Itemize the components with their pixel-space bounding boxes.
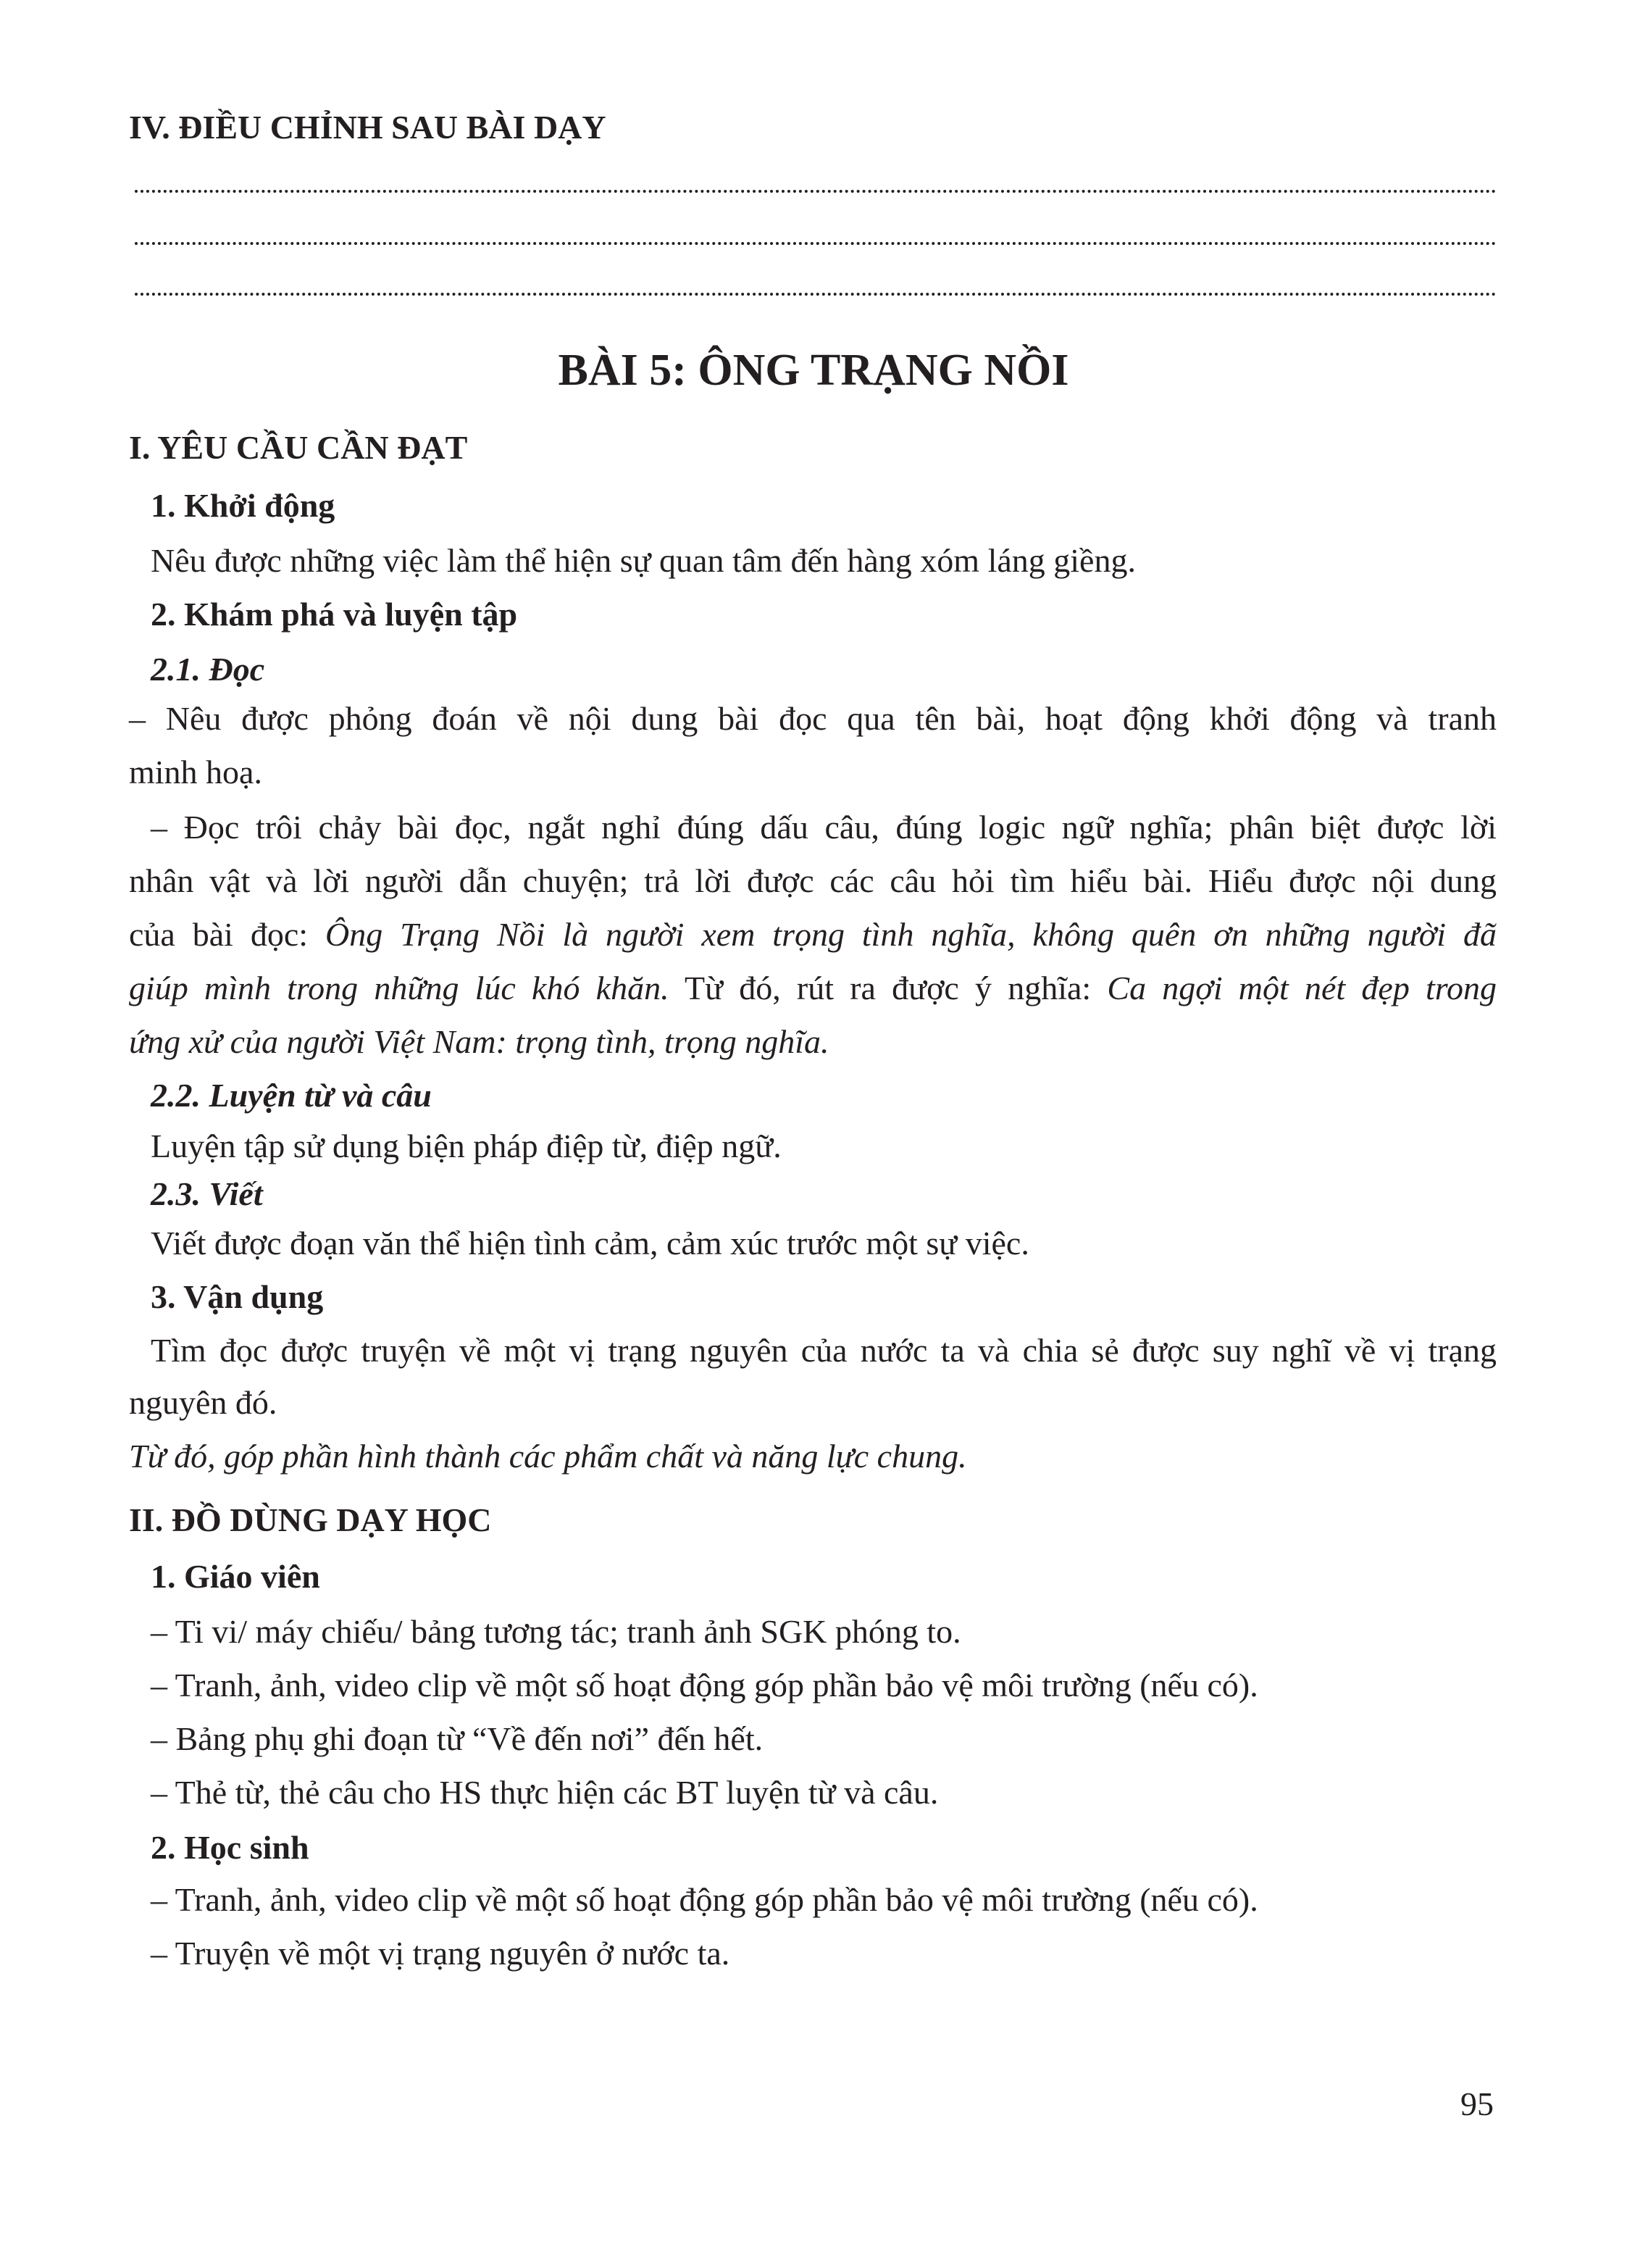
s21-p2-line1: – Đọc trôi chảy bài đọc, ngắt nghỉ đúng dấu câu, đúng logic ngữ nghĩa; phân biệt được lời <box>151 809 1497 846</box>
s3-title: 3. Vận dụng <box>151 1278 324 1315</box>
teacher-item-2: – Tranh, ảnh, video clip về một số hoạt động góp phần bảo vệ môi trường (nếu có). <box>151 1667 1258 1704</box>
dotted-line-2 <box>135 242 1497 245</box>
teacher-title: 1. Giáo viên <box>151 1558 320 1595</box>
s21-p2-line5: ứng xử của người Việt Nam: trọng tình, trọng nghĩa. <box>129 1023 829 1060</box>
s21-title: 2.1. Đọc <box>151 651 265 688</box>
section-i-heading: I. YÊU CẦU CẦN ĐẠT <box>129 429 468 466</box>
s23-text: Viết được đoạn văn thể hiện tình cảm, cảm xúc trước một sự việc. <box>151 1225 1029 1262</box>
s21-p2-line4-c: Ca ngợi một nét đẹp trong <box>1107 970 1497 1006</box>
s1-text: Nêu được những việc làm thể hiện sự quan tâm đến hàng xóm láng giềng. <box>151 542 1136 579</box>
s2-title: 2. Khám phá và luyện tập <box>151 596 518 633</box>
s21-p2-line3 <box>129 916 1497 954</box>
student-title: 2. Học sinh <box>151 1829 309 1866</box>
student-item-1: – Tranh, ảnh, video clip về một số hoạt động góp phần bảo vệ môi trường (nếu có). <box>151 1881 1258 1918</box>
s21-p2-line4-a: giúp mình trong những lúc khó khăn. <box>129 970 669 1006</box>
dotted-line-1 <box>135 190 1497 193</box>
s21-p2-line3-b: Ông Trạng Nồi là người xem trọng tình nghĩa, không quên ơn những người đã <box>325 916 1497 953</box>
dotted-line-3 <box>135 293 1497 296</box>
lesson-title: BÀI 5: ÔNG TRẠNG NỒI <box>558 346 1069 395</box>
student-item-2: – Truyện về một vị trạng nguyên ở nước ta. <box>151 1935 730 1972</box>
s21-p2-line4 <box>129 970 1497 1008</box>
page-number: 95 <box>1460 2085 1494 2122</box>
teacher-item-4: – Thẻ từ, thẻ câu cho HS thực hiện các BT luyện từ và câu. <box>151 1774 939 1811</box>
s21-p2-line4-b: Từ đó, rút ra được ý nghĩa: <box>669 970 1108 1006</box>
s3-line1: Tìm đọc được truyện về một vị trạng nguyên của nước ta và chia sẻ được suy nghĩ về vị trạng <box>151 1332 1497 1369</box>
s3-line2: nguyên đó. <box>129 1384 277 1421</box>
s23-title: 2.3. Viết <box>151 1175 263 1212</box>
section-ii-heading: II. ĐỒ DÙNG DẠY HỌC <box>129 1501 492 1538</box>
s21-p1-line1: – Nêu được phỏng đoán về nội dung bài đọc qua tên bài, hoạt động khởi động và tranh <box>129 700 1497 737</box>
s22-title: 2.2. Luyện từ và câu <box>151 1077 432 1114</box>
s21-p2-line3-a: của bài đọc: <box>129 916 325 953</box>
s22-text: Luyện tập sử dụng biện pháp điệp từ, điệp ngữ. <box>151 1127 782 1164</box>
s21-p1-line2: minh hoạ. <box>129 754 262 791</box>
section-i-summary: Từ đó, góp phần hình thành các phẩm chất và năng lực chung. <box>129 1438 967 1475</box>
teacher-item-3: – Bảng phụ ghi đoạn từ “Về đến nơi” đến hết. <box>151 1720 764 1757</box>
s1-title: 1. Khởi động <box>151 487 335 524</box>
teacher-item-1: – Ti vi/ máy chiếu/ bảng tương tác; tranh ảnh SGK phóng to. <box>151 1613 961 1650</box>
section-iv-heading: IV. ĐIỀU CHỈNH SAU BÀI DẠY <box>129 109 606 146</box>
s21-p2-line2: nhân vật và lời người dẫn chuyện; trả lời được các câu hỏi tìm hiểu bài. Hiểu được nội dung <box>129 862 1497 899</box>
